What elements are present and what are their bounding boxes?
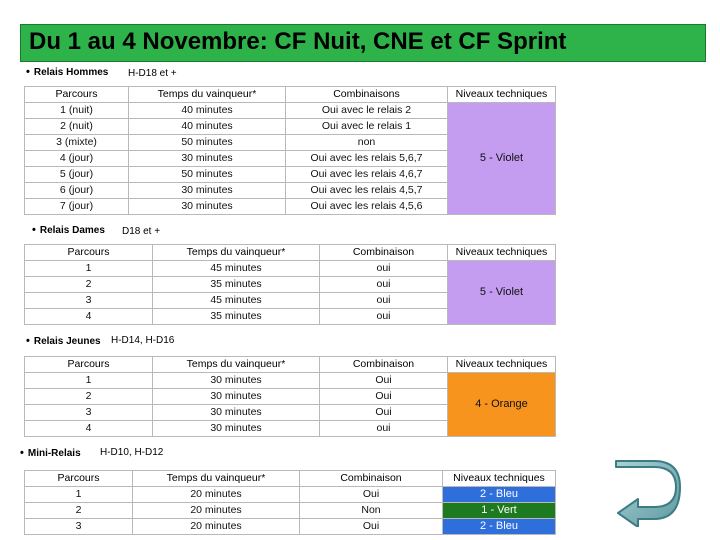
header-niveaux: Niveaux techniques: [448, 357, 556, 373]
cell-combinaison: Oui: [320, 389, 448, 405]
cell-parcours: 2: [25, 503, 133, 519]
return-arrow-icon: [610, 455, 682, 527]
section-label-dames: [32, 224, 105, 236]
header-combinaisons: Combinaisons: [286, 87, 448, 103]
section-tag-dames: D18 et +: [122, 226, 161, 237]
cell-parcours: 2: [25, 277, 153, 293]
cell-combinaison: Oui: [300, 519, 443, 535]
header-combinaison: Combinaison: [320, 357, 448, 373]
table-dames: [24, 244, 556, 325]
section-label-jeunes: [26, 335, 101, 347]
cell-temps: 30 minutes: [153, 373, 320, 389]
cell-parcours: 6 (jour): [25, 183, 129, 199]
cell-parcours: 7 (jour): [25, 199, 129, 215]
cell-combinaison: Oui avec les relais 4,5,6: [286, 199, 448, 215]
section-label-mini: [20, 447, 81, 459]
header-parcours: Parcours: [25, 357, 153, 373]
cell-parcours: 3: [25, 405, 153, 421]
cell-combinaison: oui: [320, 293, 448, 309]
table-row: [25, 503, 556, 519]
cell-combinaison: oui: [320, 277, 448, 293]
bullet-icon: •: [26, 66, 30, 78]
table-header-row: [25, 245, 556, 261]
header-niveaux: Niveaux techniques: [448, 245, 556, 261]
header-combinaison: Combinaison: [320, 245, 448, 261]
cell-temps: 50 minutes: [129, 135, 286, 151]
table-row: [25, 487, 556, 503]
cell-combinaison: non: [286, 135, 448, 151]
cell-parcours: 1 (nuit): [25, 103, 129, 119]
section-tag-jeunes: H-D14, H-D16: [111, 335, 175, 346]
header-parcours: Parcours: [25, 87, 129, 103]
section-tag-hommes: H-D18 et +: [128, 68, 177, 79]
cell-temps: 30 minutes: [129, 151, 286, 167]
section-title: Relais Dames: [39, 225, 105, 236]
header-niveaux: Niveaux techniques: [448, 87, 556, 103]
cell-temps: 30 minutes: [129, 183, 286, 199]
header-parcours: Parcours: [25, 471, 133, 487]
cell-parcours: 1: [25, 487, 133, 503]
header-temps: Temps du vainqueur*: [153, 357, 320, 373]
cell-temps: 30 minutes: [153, 389, 320, 405]
cell-combinaison: Non: [300, 503, 443, 519]
table-row: [25, 261, 556, 277]
table-header-row: [25, 471, 556, 487]
section-tag-mini: H-D10, H-D12: [100, 447, 164, 458]
cell-temps: 50 minutes: [129, 167, 286, 183]
table-header-row: [25, 87, 556, 103]
cell-combinaison: Oui: [300, 487, 443, 503]
cell-temps: 30 minutes: [129, 199, 286, 215]
cell-combinaison: oui: [320, 309, 448, 325]
title-bar: [20, 24, 706, 62]
cell-temps: 45 minutes: [153, 261, 320, 277]
cell-temps: 30 minutes: [153, 405, 320, 421]
cell-parcours: 3 (mixte): [25, 135, 129, 151]
table-row: [25, 373, 556, 389]
cell-temps: 35 minutes: [153, 277, 320, 293]
header-parcours: Parcours: [25, 245, 153, 261]
cell-combinaison: Oui avec les relais 4,5,7: [286, 183, 448, 199]
page-title: Du 1 au 4 Novembre: CF Nuit, CNE et CF Sprint: [29, 28, 567, 55]
cell-temps: 30 minutes: [153, 421, 320, 437]
cell-combinaison: Oui avec les relais 4,6,7: [286, 167, 448, 183]
cell-parcours: 3: [25, 519, 133, 535]
header-combinaison: Combinaison: [300, 471, 443, 487]
level-cell-bleu: 2 - Bleu: [443, 487, 556, 503]
header-temps: Temps du vainqueur*: [129, 87, 286, 103]
cell-temps: 35 minutes: [153, 309, 320, 325]
cell-combinaison: Oui avec les relais 5,6,7: [286, 151, 448, 167]
cell-temps: 40 minutes: [129, 119, 286, 135]
cell-combinaison: Oui avec le relais 2: [286, 103, 448, 119]
table-row: [25, 103, 556, 119]
cell-temps: 20 minutes: [133, 487, 300, 503]
return-button[interactable]: [610, 455, 682, 527]
section-label-hommes: [26, 66, 108, 78]
bullet-icon: •: [20, 447, 24, 459]
level-cell-bleu: 2 - Bleu: [443, 519, 556, 535]
section-title: Mini-Relais: [27, 448, 81, 459]
cell-temps: 20 minutes: [133, 503, 300, 519]
level-cell-vert: 1 - Vert: [443, 503, 556, 519]
bullet-icon: •: [26, 335, 30, 347]
table-mini: [24, 470, 556, 535]
cell-combinaison: Oui: [320, 405, 448, 421]
cell-parcours: 4: [25, 309, 153, 325]
level-cell-violet: 5 - Violet: [448, 261, 556, 325]
cell-parcours: 2: [25, 389, 153, 405]
section-title: Relais Hommes: [33, 67, 109, 78]
level-cell-violet: 5 - Violet: [448, 103, 556, 215]
table-row: [25, 519, 556, 535]
cell-parcours: 2 (nuit): [25, 119, 129, 135]
header-niveaux: Niveaux techniques: [443, 471, 556, 487]
cell-combinaison: oui: [320, 261, 448, 277]
cell-temps: 45 minutes: [153, 293, 320, 309]
level-cell-orange: 4 - Orange: [448, 373, 556, 437]
cell-combinaison: oui: [320, 421, 448, 437]
bullet-icon: •: [32, 224, 36, 236]
section-title: Relais Jeunes: [33, 336, 101, 347]
header-temps: Temps du vainqueur*: [133, 471, 300, 487]
cell-parcours: 1: [25, 261, 153, 277]
table-jeunes: [24, 356, 556, 437]
cell-combinaison: Oui: [320, 373, 448, 389]
cell-parcours: 1: [25, 373, 153, 389]
cell-parcours: 3: [25, 293, 153, 309]
cell-combinaison: Oui avec le relais 1: [286, 119, 448, 135]
header-temps: Temps du vainqueur*: [153, 245, 320, 261]
cell-parcours: 4 (jour): [25, 151, 129, 167]
cell-parcours: 4: [25, 421, 153, 437]
cell-temps: 20 minutes: [133, 519, 300, 535]
cell-parcours: 5 (jour): [25, 167, 129, 183]
cell-temps: 40 minutes: [129, 103, 286, 119]
table-hommes: [24, 86, 556, 215]
table-header-row: [25, 357, 556, 373]
